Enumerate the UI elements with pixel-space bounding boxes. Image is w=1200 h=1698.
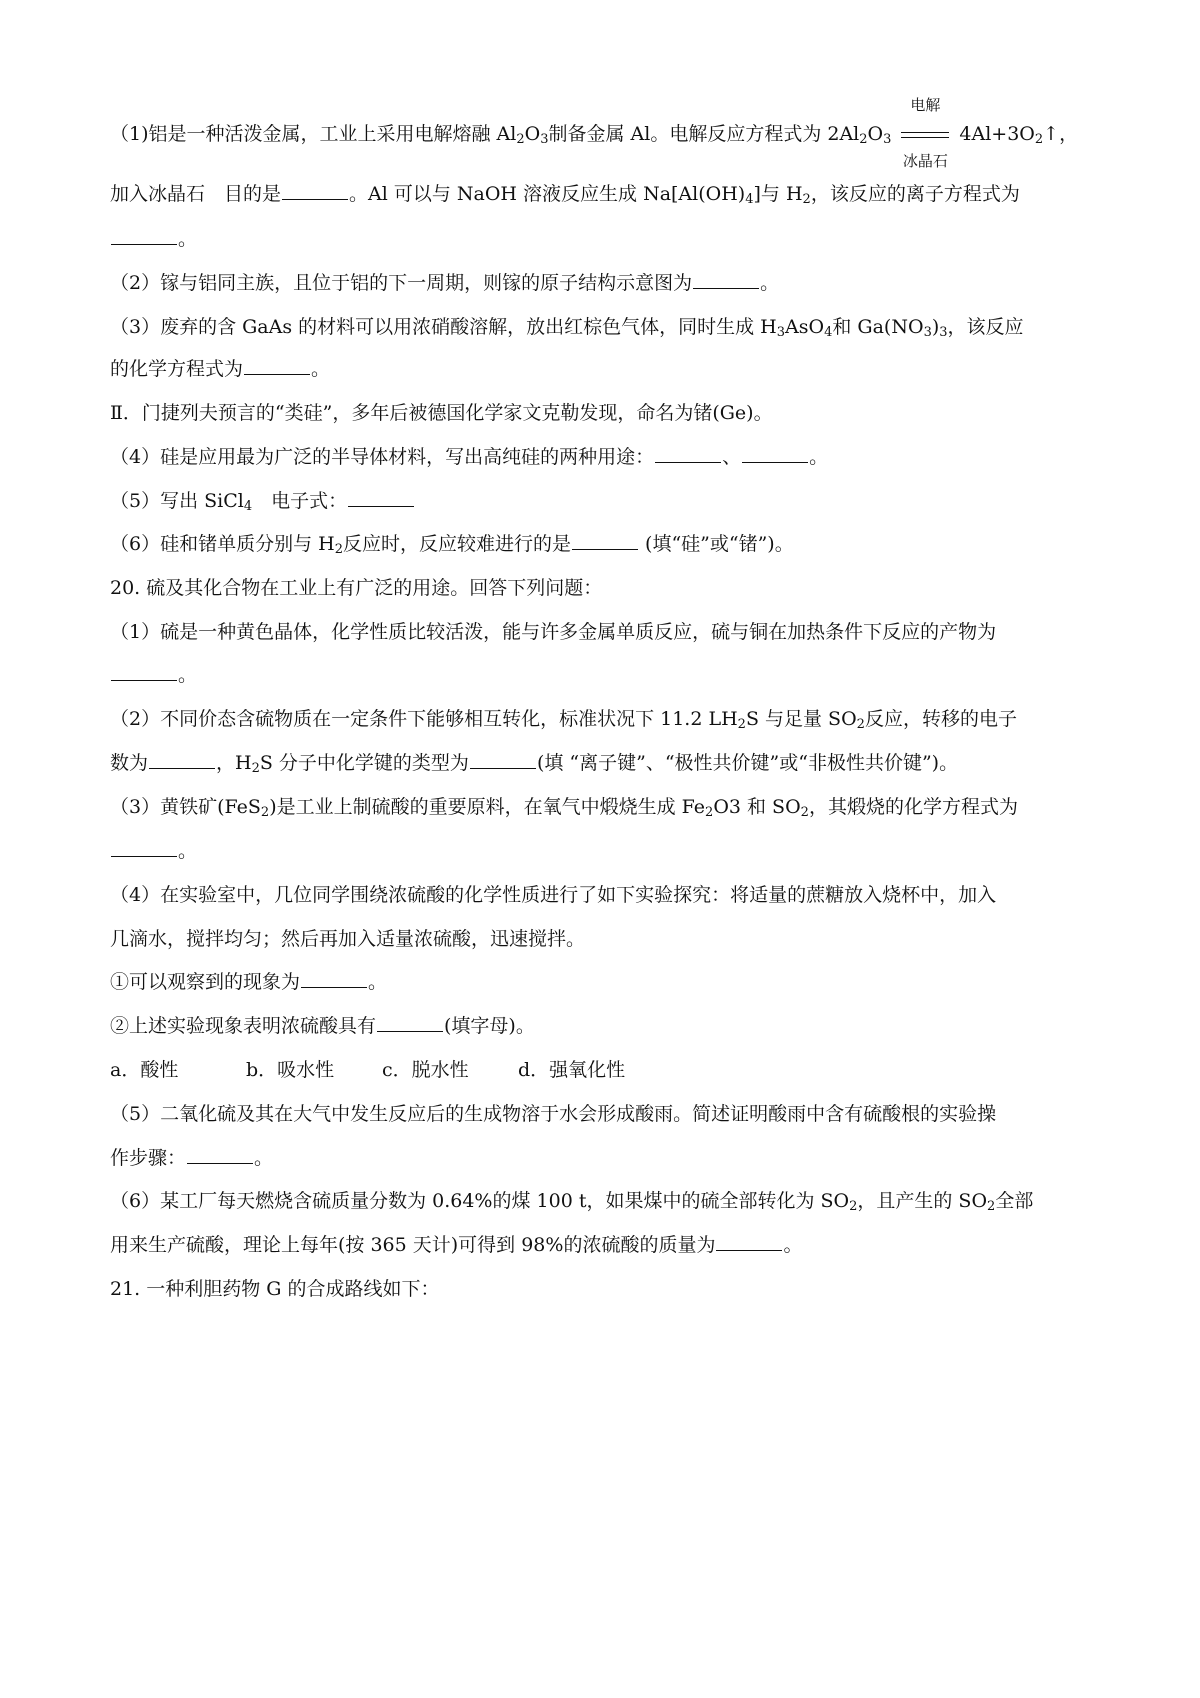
- q20-part1-line1: [110, 619, 996, 645]
- text: 几滴水，搅拌均匀；然后再加入适量浓硫酸，迅速搅拌。: [110, 928, 586, 950]
- q19-part3-line1: [110, 314, 1024, 340]
- text: ↑，: [1043, 123, 1079, 145]
- text: （3）废弃的含 GaAs 的材料可以用浓硝酸溶解，放出红棕色气体，同时生成 H: [110, 316, 777, 338]
- text: ，该反应: [947, 316, 1024, 338]
- answer-blank[interactable]: [301, 969, 367, 988]
- text: ，H: [216, 752, 252, 774]
- text: 。: [311, 358, 331, 380]
- option-c[interactable]: c．脱水性: [382, 1059, 469, 1081]
- q19-part1-line2: [110, 181, 1020, 207]
- text: S 分子中化学键的类型为: [259, 752, 469, 774]
- q20-title: [110, 575, 602, 601]
- text: 的化学方程式为: [110, 358, 244, 380]
- condition-bottom-label: 冰晶石: [902, 152, 948, 170]
- text: O: [524, 123, 541, 145]
- q20-part2-line1: [110, 706, 1017, 732]
- text: AsO: [785, 316, 825, 338]
- answer-blank[interactable]: [470, 750, 536, 769]
- text: （4）在实验室中，几位同学围绕浓硫酸的化学性质进行了如下实验探究：将适量的蔗糖放入烧杯中，加入: [110, 884, 997, 906]
- q19-part4: [110, 444, 828, 470]
- answer-blank[interactable]: [282, 181, 348, 200]
- q19-part2: [110, 270, 779, 296]
- text: O: [867, 123, 884, 145]
- q20-part4-line1: [110, 882, 996, 908]
- text: 。: [783, 1234, 803, 1256]
- subscript: 2: [802, 192, 811, 207]
- text: 反应，转移的电子: [864, 708, 1017, 730]
- text: 电子式：: [252, 490, 348, 512]
- answer-blank[interactable]: [693, 270, 759, 289]
- text: 。: [809, 446, 829, 468]
- text: 、: [722, 446, 742, 468]
- q20-part1-line2: [110, 662, 197, 688]
- q20-part3-line1: [110, 794, 1018, 820]
- text: ，其煅烧的化学方程式为: [808, 796, 1018, 818]
- text: （5）二氧化硫及其在大气中发生反应后的生成物溶于水会形成酸雨。简述证明酸雨中含有硫酸根的实验操: [110, 1103, 997, 1125]
- answer-blank[interactable]: [187, 1145, 253, 1164]
- answer-blank[interactable]: [244, 356, 310, 375]
- text: 制备金属 Al。电解反应方程式为 2Al: [548, 123, 860, 145]
- q19-part5: [110, 488, 415, 514]
- subscript: 2: [334, 542, 343, 557]
- text: （6）硅和锗单质分别与 H: [110, 533, 335, 555]
- text: ]与 H: [753, 183, 803, 205]
- option-d[interactable]: d．强氧化性: [518, 1059, 626, 1081]
- text: (填“硅”或“锗”)。: [639, 533, 794, 555]
- q19-part6: [110, 531, 794, 557]
- reaction-condition-arrow: [897, 96, 953, 170]
- text: 全部: [995, 1190, 1034, 1212]
- q20-options: [110, 1057, 654, 1083]
- subscript: 2: [849, 1199, 858, 1214]
- q20-part5-line1: [110, 1101, 996, 1127]
- text: Ⅱ．门捷列夫预言的“类硅”，多年后被德国化学家文克勒发现，命名为锗(Ge)。: [110, 402, 773, 424]
- q19-part1-line1: [110, 96, 1079, 170]
- text: 4Al+3O: [959, 123, 1035, 145]
- answer-blank[interactable]: [111, 662, 177, 681]
- q20-part4-line2: [110, 926, 585, 952]
- q19-part1-line3: [110, 226, 197, 252]
- answer-blank[interactable]: [111, 838, 177, 857]
- subscript: 4: [824, 325, 833, 340]
- text: （2）不同价态含硫物质在一定条件下能够相互转化，标准状况下 11.2 LH: [110, 708, 738, 730]
- answer-blank[interactable]: [742, 444, 808, 463]
- subscript: 4: [745, 192, 754, 207]
- text: 21. 一种利胆药物 G 的合成路线如下：: [110, 1278, 440, 1300]
- subscript: 2: [705, 805, 714, 820]
- text: 。: [368, 971, 388, 993]
- text: ): [931, 316, 940, 338]
- subscript: 2: [251, 761, 260, 776]
- text: （3）黄铁矿(FeS: [110, 796, 261, 818]
- text: 20. 硫及其化合物在工业上有广泛的用途。回答下列问题：: [110, 577, 603, 599]
- option-a[interactable]: a．酸性: [110, 1059, 179, 1081]
- text: 。: [178, 840, 198, 862]
- text: ，且产生的 SO: [857, 1190, 988, 1212]
- text: （4）硅是应用最为广泛的半导体材料，写出高纯硅的两种用途：: [110, 446, 655, 468]
- subscript: 2: [737, 717, 746, 732]
- text: 作步骤：: [110, 1147, 187, 1169]
- text: 。: [254, 1147, 274, 1169]
- subscript: 2: [260, 805, 270, 820]
- answer-blank[interactable]: [111, 226, 177, 245]
- text: 和 Ga(NO: [832, 316, 924, 338]
- answer-blank[interactable]: [655, 444, 721, 463]
- text: （1）硫是一种黄色晶体，化学性质比较活泼，能与许多金属单质反应，硫与铜在加热条件下反应的产物为: [110, 621, 997, 643]
- subscript: 2: [800, 805, 809, 820]
- q20-part6-line2: [110, 1232, 802, 1258]
- subscript: 2: [1034, 132, 1044, 147]
- q19-part-ii-intro: [110, 400, 773, 426]
- subscript: 3: [883, 132, 892, 147]
- text: 。Al 可以与 NaOH 溶液反应生成 Na[Al(OH): [349, 183, 746, 205]
- answer-blank[interactable]: [348, 488, 414, 507]
- answer-blank[interactable]: [149, 750, 215, 769]
- subscript: 3: [923, 325, 932, 340]
- text: O3 和 SO: [713, 796, 801, 818]
- text: (填字母)。: [444, 1015, 535, 1037]
- answer-blank[interactable]: [377, 1013, 443, 1032]
- text: （2）镓与铝同主族，且位于铝的下一周期，则镓的原子结构示意图为: [110, 272, 693, 294]
- subscript: 2: [856, 717, 865, 732]
- text: 。: [178, 664, 198, 686]
- text: 数为: [110, 752, 149, 774]
- q20-part3-line2: [110, 838, 197, 864]
- text: （5）写出 SiCl: [110, 490, 244, 512]
- q19-part3-line2: [110, 356, 330, 382]
- q20-part5-line2: [110, 1145, 273, 1171]
- q20-part6-line1: [110, 1188, 1033, 1214]
- subscript: 2: [859, 132, 868, 147]
- q20-part2-line2: [110, 750, 958, 776]
- subscript: 3: [939, 325, 948, 340]
- subscript: 3: [540, 132, 549, 147]
- text: 用来生产硫酸，理论上每年(按 365 天计)可得到 98%的浓硫酸的质量为: [110, 1234, 716, 1256]
- text: （6）某工厂每天燃烧含硫质量分数为 0.64%的煤 100 t，如果煤中的硫全部转化为 SO: [110, 1190, 850, 1212]
- subscript: 2: [987, 1199, 996, 1214]
- text: ①可以观察到的现象为: [110, 971, 301, 993]
- text: ②上述实验现象表明浓硫酸具有: [110, 1015, 377, 1037]
- subscript: 3: [776, 325, 786, 340]
- text: 反应时，反应较难进行的是: [342, 533, 571, 555]
- text: 。: [178, 228, 198, 250]
- condition-top-label: 电解: [910, 96, 941, 114]
- text: 加入冰晶石 目的是: [110, 183, 282, 205]
- text: )是工业上制硫酸的重要原料，在氧气中煅烧生成 Fe: [269, 796, 706, 818]
- subscript: 4: [243, 499, 253, 514]
- text: 。: [760, 272, 780, 294]
- subscript: 2: [516, 132, 525, 147]
- text: （1)铝是一种活泼金属，工业上采用电解熔融 Al: [110, 123, 517, 145]
- text: S 与足量 SO: [745, 708, 857, 730]
- text: (填 “离子键”、“极性共价键”或“非极性共价键”)。: [536, 752, 959, 774]
- option-b[interactable]: b．吸水性: [246, 1059, 335, 1081]
- q21-title: [110, 1276, 440, 1302]
- q20-part4-sub1: [110, 969, 387, 995]
- q20-part4-sub2: [110, 1013, 535, 1039]
- answer-blank[interactable]: [716, 1232, 782, 1251]
- text: ，该反应的离子方程式为: [810, 183, 1020, 205]
- answer-blank[interactable]: [572, 531, 638, 550]
